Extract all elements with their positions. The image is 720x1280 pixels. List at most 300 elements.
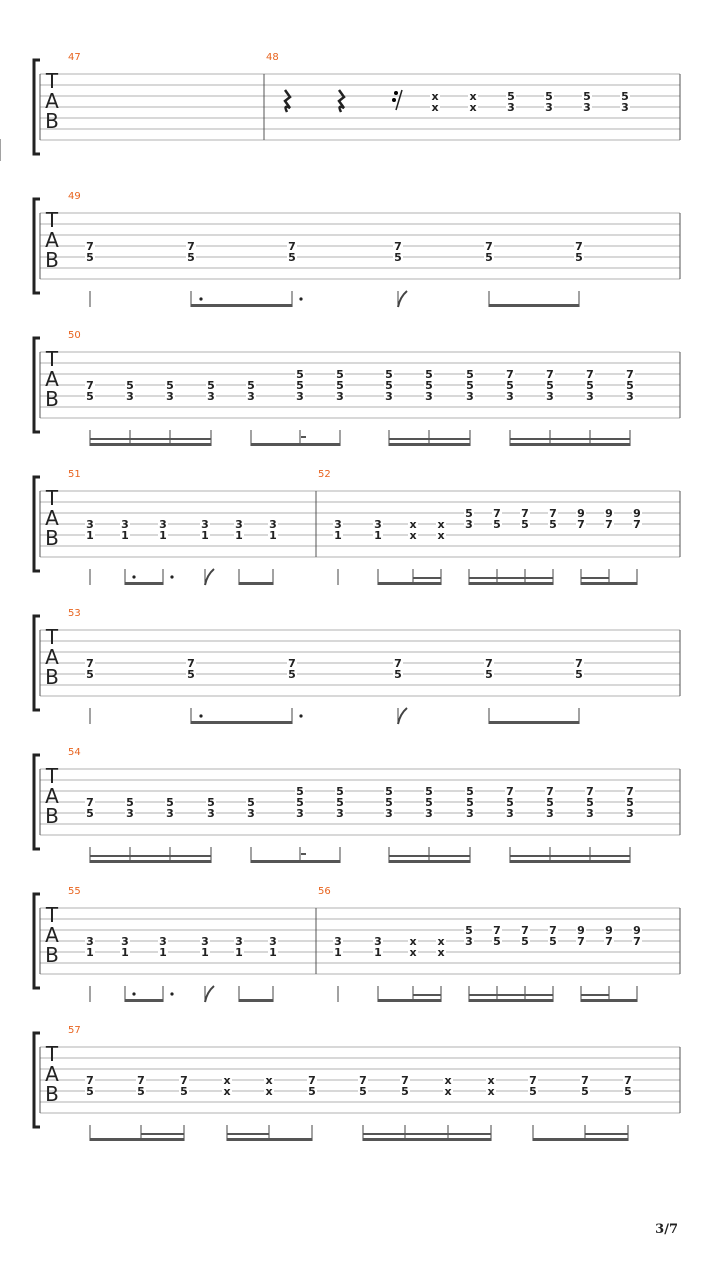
tab-clef-letter: A: [45, 367, 59, 391]
fret-number: x: [437, 529, 445, 542]
fret-number: 5: [288, 251, 296, 264]
fret-number: 5: [359, 1085, 367, 1098]
fret-number: 3: [507, 101, 515, 114]
staff-system: [34, 894, 680, 1002]
fret-number: 5: [385, 796, 393, 809]
fret-number: 7: [546, 785, 554, 798]
bar-number: 50: [68, 330, 81, 341]
fret-number: 5: [336, 785, 344, 798]
fret-number: x: [487, 1074, 495, 1087]
tab-clef-letter: A: [45, 923, 59, 947]
fret-number: 5: [586, 379, 594, 392]
fret-number: 3: [269, 935, 277, 948]
secondary-beam: [469, 577, 553, 579]
beam: [125, 999, 163, 1002]
fret-number: 3: [425, 807, 433, 820]
fret-number: 3: [235, 935, 243, 948]
fret-number: 1: [121, 946, 129, 959]
fret-number: 3: [86, 935, 94, 948]
fret-number: 5: [385, 379, 393, 392]
fret-number: 3: [466, 807, 474, 820]
fret-number: 1: [334, 529, 342, 542]
fret-number: 5: [465, 507, 473, 520]
fret-number: 7: [605, 935, 613, 948]
fret-number: 9: [633, 924, 641, 937]
fret-number: 5: [86, 390, 94, 403]
tab-clef-letter: A: [45, 506, 59, 530]
fret-number: 7: [288, 657, 296, 670]
secondary-beam: [581, 577, 609, 579]
bar-number: 51: [68, 469, 81, 480]
tab-clef-letter: A: [45, 645, 59, 669]
fret-number: 7: [137, 1074, 145, 1087]
fret-number: 7: [626, 785, 634, 798]
fret-number: 5: [296, 796, 304, 809]
tab-clef-letter: T: [45, 903, 59, 927]
tab-clef-letter: B: [45, 1082, 59, 1106]
beam: [581, 999, 637, 1002]
fret-number: 7: [394, 240, 402, 253]
fret-number: 5: [296, 379, 304, 392]
fret-number: 7: [633, 935, 641, 948]
secondary-beam: [227, 1133, 269, 1135]
fret-number: 5: [126, 796, 134, 809]
beam: [581, 582, 637, 585]
bar-number: 52: [318, 469, 331, 480]
tab-clef-letter: T: [45, 764, 59, 788]
fret-number: 5: [207, 796, 215, 809]
fret-number: 5: [207, 379, 215, 392]
fret-number: x: [444, 1085, 452, 1098]
tab-clef-letter: B: [45, 804, 59, 828]
fret-number: 1: [374, 529, 382, 542]
fret-number: 5: [247, 379, 255, 392]
fret-number: 3: [296, 390, 304, 403]
fret-number: 7: [394, 657, 402, 670]
rhythm-dot: [199, 714, 202, 717]
fret-number: 3: [86, 518, 94, 531]
tab-clef-letter: T: [45, 69, 59, 93]
fret-number: 5: [425, 379, 433, 392]
fret-number: 5: [288, 668, 296, 681]
fret-number: 7: [577, 935, 585, 948]
fret-number: 1: [235, 529, 243, 542]
fret-number: 1: [269, 529, 277, 542]
tab-clef-letter: T: [45, 1042, 59, 1066]
fret-number: 3: [126, 807, 134, 820]
fret-number: 5: [521, 935, 529, 948]
system-bracket: [34, 894, 40, 988]
beam: [489, 721, 579, 724]
fret-number: 9: [577, 924, 585, 937]
staff-system: [34, 199, 680, 307]
system-bracket: [34, 338, 40, 432]
fret-number: 3: [334, 935, 342, 948]
fret-number: 3: [465, 935, 473, 948]
fret-number: 5: [336, 796, 344, 809]
fret-number: 7: [506, 368, 514, 381]
fret-number: 5: [296, 785, 304, 798]
tab-clef-letter: T: [45, 486, 59, 510]
quarter-rest-glyph: [285, 90, 290, 112]
fret-number: 7: [626, 368, 634, 381]
fret-number: 3: [121, 518, 129, 531]
fret-number: 7: [624, 1074, 632, 1087]
fret-number: 9: [633, 507, 641, 520]
beam: [489, 304, 579, 307]
fret-number: 5: [425, 785, 433, 798]
fret-number: x: [487, 1085, 495, 1098]
note-flag: [398, 708, 407, 724]
fret-number: 7: [401, 1074, 409, 1087]
secondary-beam: [469, 994, 553, 996]
fret-number: 5: [86, 668, 94, 681]
fret-number: 7: [586, 368, 594, 381]
beam: [510, 443, 630, 446]
fret-number: 3: [269, 518, 277, 531]
fret-number: 5: [336, 368, 344, 381]
fret-number: 3: [207, 807, 215, 820]
fret-number: 5: [166, 379, 174, 392]
fret-number: 5: [485, 251, 493, 264]
fret-number: x: [265, 1074, 273, 1087]
fret-number: 7: [86, 1074, 94, 1087]
fret-number: 3: [545, 101, 553, 114]
fret-number: 3: [159, 935, 167, 948]
fret-number: 7: [586, 785, 594, 798]
system-bracket: [34, 755, 40, 849]
tab-clef-letter: T: [45, 208, 59, 232]
rest-dot: [394, 91, 398, 95]
fret-number: 5: [549, 935, 557, 948]
beam: [378, 999, 441, 1002]
fret-number: 7: [86, 240, 94, 253]
beam: [90, 1138, 184, 1141]
fret-number: x: [431, 90, 439, 103]
tab-clef-letter: A: [45, 228, 59, 252]
fret-number: 5: [425, 368, 433, 381]
tab-clef-letter: A: [45, 89, 59, 113]
fret-number: 1: [201, 946, 209, 959]
fret-number: x: [409, 529, 417, 542]
fret-number: 5: [86, 807, 94, 820]
system-bracket: [34, 60, 40, 154]
secondary-beam: [389, 855, 470, 857]
fret-number: 5: [493, 935, 501, 948]
partial-beam: [301, 853, 306, 855]
fret-number: 3: [546, 390, 554, 403]
fret-number: 5: [86, 1085, 94, 1098]
fret-number: 5: [506, 379, 514, 392]
fret-number: 3: [546, 807, 554, 820]
fret-number: 1: [121, 529, 129, 542]
fret-number: 5: [621, 90, 629, 103]
fret-number: 5: [626, 796, 634, 809]
fret-number: 3: [336, 390, 344, 403]
rest-dot: [392, 98, 396, 102]
fret-number: 5: [529, 1085, 537, 1098]
fret-number: 5: [385, 368, 393, 381]
beam: [251, 443, 340, 446]
fret-number: 7: [493, 507, 501, 520]
fret-number: 3: [425, 390, 433, 403]
fret-number: x: [265, 1085, 273, 1098]
fret-number: 5: [385, 785, 393, 798]
fret-number: 5: [425, 796, 433, 809]
fret-number: 3: [465, 518, 473, 531]
fret-number: 5: [626, 379, 634, 392]
staff-system: [0, 60, 680, 161]
staff-system: [34, 616, 680, 724]
secondary-beam: [585, 1133, 628, 1135]
tab-clef-letter: B: [45, 387, 59, 411]
fret-number: 7: [575, 657, 583, 670]
beam: [191, 721, 292, 724]
fret-number: x: [409, 935, 417, 948]
fret-number: x: [223, 1074, 231, 1087]
fret-number: 3: [126, 390, 134, 403]
rhythm-dot: [170, 575, 173, 578]
fret-number: 5: [575, 668, 583, 681]
fret-number: x: [223, 1085, 231, 1098]
fret-number: 9: [605, 924, 613, 937]
secondary-beam: [510, 855, 630, 857]
rhythm-dot: [132, 575, 135, 578]
fret-number: 5: [187, 251, 195, 264]
fret-number: 5: [583, 90, 591, 103]
fret-number: 5: [466, 368, 474, 381]
beam: [533, 1138, 628, 1141]
fret-number: 1: [86, 946, 94, 959]
fret-number: 5: [126, 379, 134, 392]
secondary-beam: [363, 1133, 491, 1135]
fret-number: 1: [334, 946, 342, 959]
fret-number: 7: [288, 240, 296, 253]
fret-number: 7: [86, 796, 94, 809]
beam: [389, 443, 470, 446]
fret-number: 7: [506, 785, 514, 798]
bar-number: 47: [68, 52, 81, 63]
fret-number: x: [431, 101, 439, 114]
fret-number: 3: [201, 518, 209, 531]
bar-number: 57: [68, 1025, 81, 1036]
system-bracket: [34, 199, 40, 293]
fret-number: x: [437, 935, 445, 948]
beam: [363, 1138, 491, 1141]
bar-number: 48: [266, 52, 279, 63]
rhythm-dot: [299, 714, 302, 717]
fret-number: 1: [269, 946, 277, 959]
fret-number: 5: [394, 251, 402, 264]
beam: [239, 582, 273, 585]
secondary-beam: [413, 577, 441, 579]
fret-number: 3: [374, 518, 382, 531]
fret-number: 9: [605, 507, 613, 520]
fret-number: 3: [235, 518, 243, 531]
fret-number: 3: [336, 807, 344, 820]
fret-number: 7: [529, 1074, 537, 1087]
fret-number: 1: [235, 946, 243, 959]
fret-number: 7: [546, 368, 554, 381]
fret-number: 7: [187, 240, 195, 253]
fret-number: 7: [359, 1074, 367, 1087]
fret-number: 5: [401, 1085, 409, 1098]
beam: [389, 860, 470, 863]
fret-number: 5: [493, 518, 501, 531]
fret-number: 7: [308, 1074, 316, 1087]
tab-clef-letter: B: [45, 248, 59, 272]
fret-number: 3: [166, 807, 174, 820]
bar-number: 49: [68, 191, 81, 202]
rhythm-dot: [199, 297, 202, 300]
fret-number: 3: [159, 518, 167, 531]
secondary-beam: [141, 1133, 184, 1135]
staff-system: [34, 477, 680, 585]
fret-number: 5: [466, 785, 474, 798]
fret-number: 3: [583, 101, 591, 114]
fret-number: 3: [626, 390, 634, 403]
system-bracket: [34, 616, 40, 710]
tab-clef-letter: A: [45, 1062, 59, 1086]
fret-number: 3: [166, 390, 174, 403]
fret-number: 1: [159, 946, 167, 959]
secondary-beam: [389, 438, 470, 440]
beam: [239, 999, 273, 1002]
tab-clef-letter: T: [45, 347, 59, 371]
secondary-beam: [90, 855, 211, 857]
beam: [469, 582, 553, 585]
secondary-beam: [581, 994, 609, 996]
fret-number: 3: [385, 390, 393, 403]
fret-number: 5: [549, 518, 557, 531]
system-bracket: [34, 1033, 40, 1127]
fret-number: 3: [385, 807, 393, 820]
fret-number: 5: [394, 668, 402, 681]
fret-number: 5: [180, 1085, 188, 1098]
tab-clef-letter: A: [45, 784, 59, 808]
note-flag: [205, 986, 214, 1002]
fret-number: 3: [506, 390, 514, 403]
fret-number: 5: [247, 796, 255, 809]
fret-number: 9: [577, 507, 585, 520]
fret-number: 7: [180, 1074, 188, 1087]
fret-number: 7: [86, 379, 94, 392]
bar-number: 56: [318, 886, 331, 897]
beam: [191, 304, 292, 307]
tab-clef-letter: B: [45, 943, 59, 967]
fret-number: 3: [626, 807, 634, 820]
fret-number: 5: [624, 1085, 632, 1098]
fret-number: 7: [577, 518, 585, 531]
fret-number: 3: [506, 807, 514, 820]
secondary-beam: [90, 438, 211, 440]
fret-number: x: [444, 1074, 452, 1087]
fret-number: 7: [633, 518, 641, 531]
fret-number: 7: [521, 507, 529, 520]
fret-number: 3: [334, 518, 342, 531]
fret-number: 5: [296, 368, 304, 381]
fret-number: 5: [466, 379, 474, 392]
fret-number: 3: [121, 935, 129, 948]
bar-number: 53: [68, 608, 81, 619]
fret-number: 3: [247, 390, 255, 403]
tab-clef-letter: B: [45, 526, 59, 550]
fret-number: 7: [581, 1074, 589, 1087]
partial-beam: [301, 436, 306, 438]
fret-number: 5: [545, 90, 553, 103]
fret-number: 7: [187, 657, 195, 670]
tab-clef-letter: T: [45, 625, 59, 649]
rhythm-dot: [170, 992, 173, 995]
fret-number: 3: [586, 390, 594, 403]
fret-number: 3: [466, 390, 474, 403]
beam: [125, 582, 163, 585]
rhythm-dot: [299, 297, 302, 300]
fret-number: 5: [336, 379, 344, 392]
bar-number: 54: [68, 747, 81, 758]
fret-number: 3: [207, 390, 215, 403]
fret-number: 5: [466, 796, 474, 809]
beam: [90, 443, 211, 446]
note-flag: [205, 569, 214, 585]
fret-number: 3: [296, 807, 304, 820]
fret-number: 1: [201, 529, 209, 542]
fret-number: 5: [586, 796, 594, 809]
fret-number: 3: [621, 101, 629, 114]
fret-number: 7: [549, 507, 557, 520]
tab-clef-letter: B: [45, 109, 59, 133]
fret-number: 3: [201, 935, 209, 948]
fret-number: 5: [308, 1085, 316, 1098]
fret-number: 7: [485, 657, 493, 670]
fret-number: 5: [581, 1085, 589, 1098]
beam: [510, 860, 630, 863]
fret-number: 5: [546, 379, 554, 392]
fret-number: 7: [485, 240, 493, 253]
beam: [469, 999, 553, 1002]
bar-number: 55: [68, 886, 81, 897]
fret-number: 7: [549, 924, 557, 937]
fret-number: 5: [506, 796, 514, 809]
fret-number: x: [437, 946, 445, 959]
beam: [90, 860, 211, 863]
page-number: 3/7: [655, 1222, 678, 1237]
fret-number: 5: [507, 90, 515, 103]
fret-number: 1: [86, 529, 94, 542]
fret-number: 7: [493, 924, 501, 937]
fret-number: 5: [521, 518, 529, 531]
secondary-beam: [510, 438, 630, 440]
fret-number: 3: [374, 935, 382, 948]
fret-number: 5: [465, 924, 473, 937]
fret-number: 1: [374, 946, 382, 959]
fret-number: 7: [575, 240, 583, 253]
fret-number: 5: [485, 668, 493, 681]
fret-number: 5: [166, 796, 174, 809]
quarter-rest-glyph: [339, 90, 344, 112]
fret-number: 5: [86, 251, 94, 264]
fret-number: 3: [586, 807, 594, 820]
fret-number: 5: [137, 1085, 145, 1098]
secondary-beam: [413, 994, 441, 996]
fret-number: x: [437, 518, 445, 531]
fret-number: 5: [546, 796, 554, 809]
fret-number: 1: [159, 529, 167, 542]
beam: [378, 582, 441, 585]
fret-number: 5: [575, 251, 583, 264]
fret-number: 7: [605, 518, 613, 531]
fret-number: 3: [247, 807, 255, 820]
